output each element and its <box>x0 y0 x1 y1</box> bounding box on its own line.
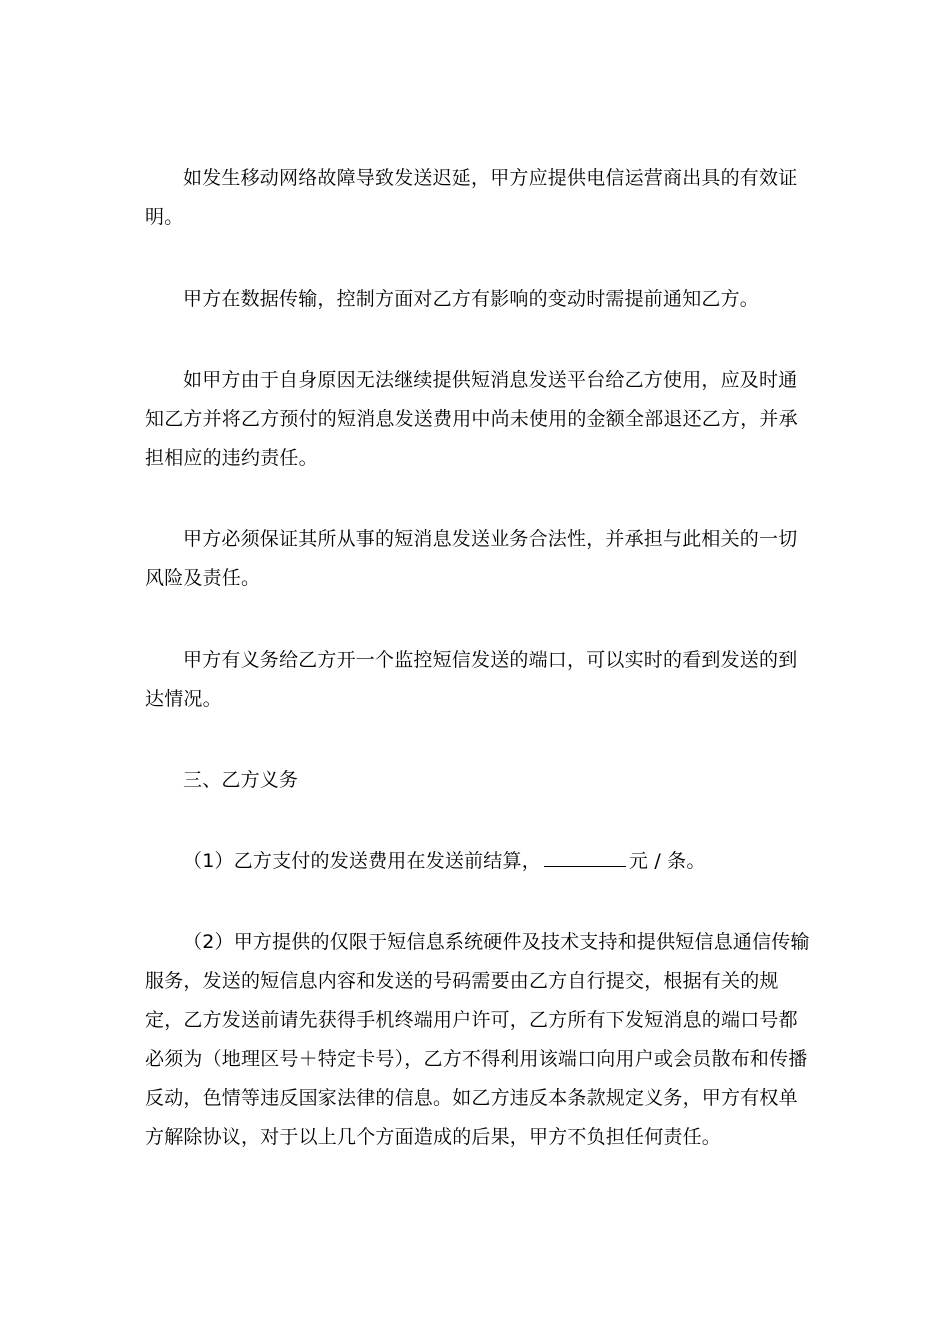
paragraph-refund-liability: 如甲方由于自身原因无法继续提供短消息发送平台给乙方使用，应及时通知乙方并将乙方预付的短消息发送费用中尚未使用的金额全部退还乙方，并承担相应的违约责任。 <box>145 369 798 469</box>
fee-blank-line <box>544 846 626 867</box>
paragraph-network-fault: 如发生移动网络故障导致发送迟延，甲方应提供电信运营商出具的有效证明。 <box>145 167 798 228</box>
paragraph-advance-notice: 甲方在数据传输，控制方面对乙方有影响的变动时需提前通知乙方。 <box>183 288 760 310</box>
section-heading: 三、乙方义务 <box>183 769 299 791</box>
item1-text-before-blank: （1）乙方支付的发送费用在发送前结算， <box>183 850 541 872</box>
paragraph-monitoring-port: 甲方有义务给乙方开一个监控短信发送的端口，可以实时的看到发送的到达情况。 <box>145 649 798 710</box>
item1-text-after-blank: 元 / 条。 <box>628 850 706 872</box>
obligation-item-1 <box>145 842 810 881</box>
paragraph-legality-guarantee: 甲方必须保证其所从事的短消息发送业务合法性，并承担与此相关的一切风险及责任。 <box>145 528 798 589</box>
obligation-item-2: （2）甲方提供的仅限于短信息系统硬件及技术支持和提供短信息通信传输服务，发送的短信息内容和发送的号码需要由乙方自行提交，根据有关的规定，乙方发送前请先获得手机终端用户许可，乙方所有下发短消息的端口号都必须为（地理区号＋特定卡号），乙方不得利用该端口向用户或会员散布和传播反动，色情等违反国家法律的信息。如乙方违反本条款规定义务，甲方有权单方解除协议，对于以上几个方面造成的后果，甲方不负担任何责任。 <box>145 931 810 1148</box>
